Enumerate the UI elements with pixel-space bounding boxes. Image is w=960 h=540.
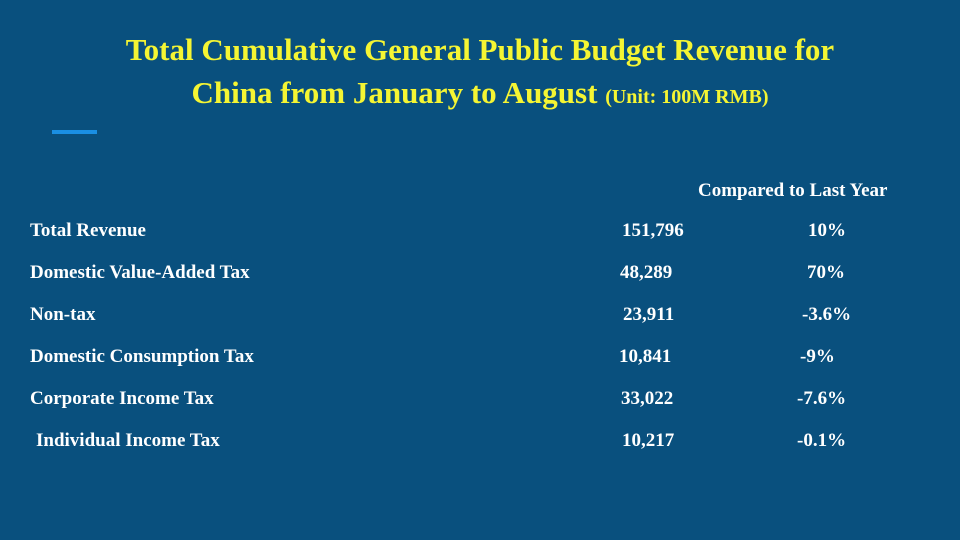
row-label: Non-tax [30,304,96,325]
row-value: 10,841 [619,346,672,367]
row-change: -7.6% [797,388,847,409]
table-row [0,262,960,288]
change-column-header: Compared to Last Year [698,180,888,201]
row-value: 48,289 [620,262,673,283]
row-change: -3.6% [802,304,852,325]
table-row [0,430,960,456]
table-row [0,220,960,246]
row-value: 23,911 [623,304,675,325]
row-value: 33,022 [621,388,674,409]
row-label: Domestic Consumption Tax [30,346,254,367]
title-unit: (Unit: 100M RMB) [605,86,769,108]
row-value: 10,217 [622,430,675,451]
accent-bar [52,130,97,134]
table-row [0,346,960,372]
row-label: Total Revenue [30,220,146,241]
row-label: Individual Income Tax [36,430,220,451]
row-change: -0.1% [797,430,847,451]
table-row [0,304,960,330]
row-change: -9% [800,346,835,367]
row-label: Domestic Value-Added Tax [30,262,250,283]
row-label: Corporate Income Tax [30,388,214,409]
title-line-1: Total Cumulative General Public Budget Revenue for [125,32,835,67]
slide-title [0,28,960,119]
row-change: 10% [808,220,846,241]
title-line-2: China from January to August [191,75,598,110]
table-row [0,388,960,414]
row-change: 70% [807,262,845,283]
row-value: 151,796 [622,220,684,241]
